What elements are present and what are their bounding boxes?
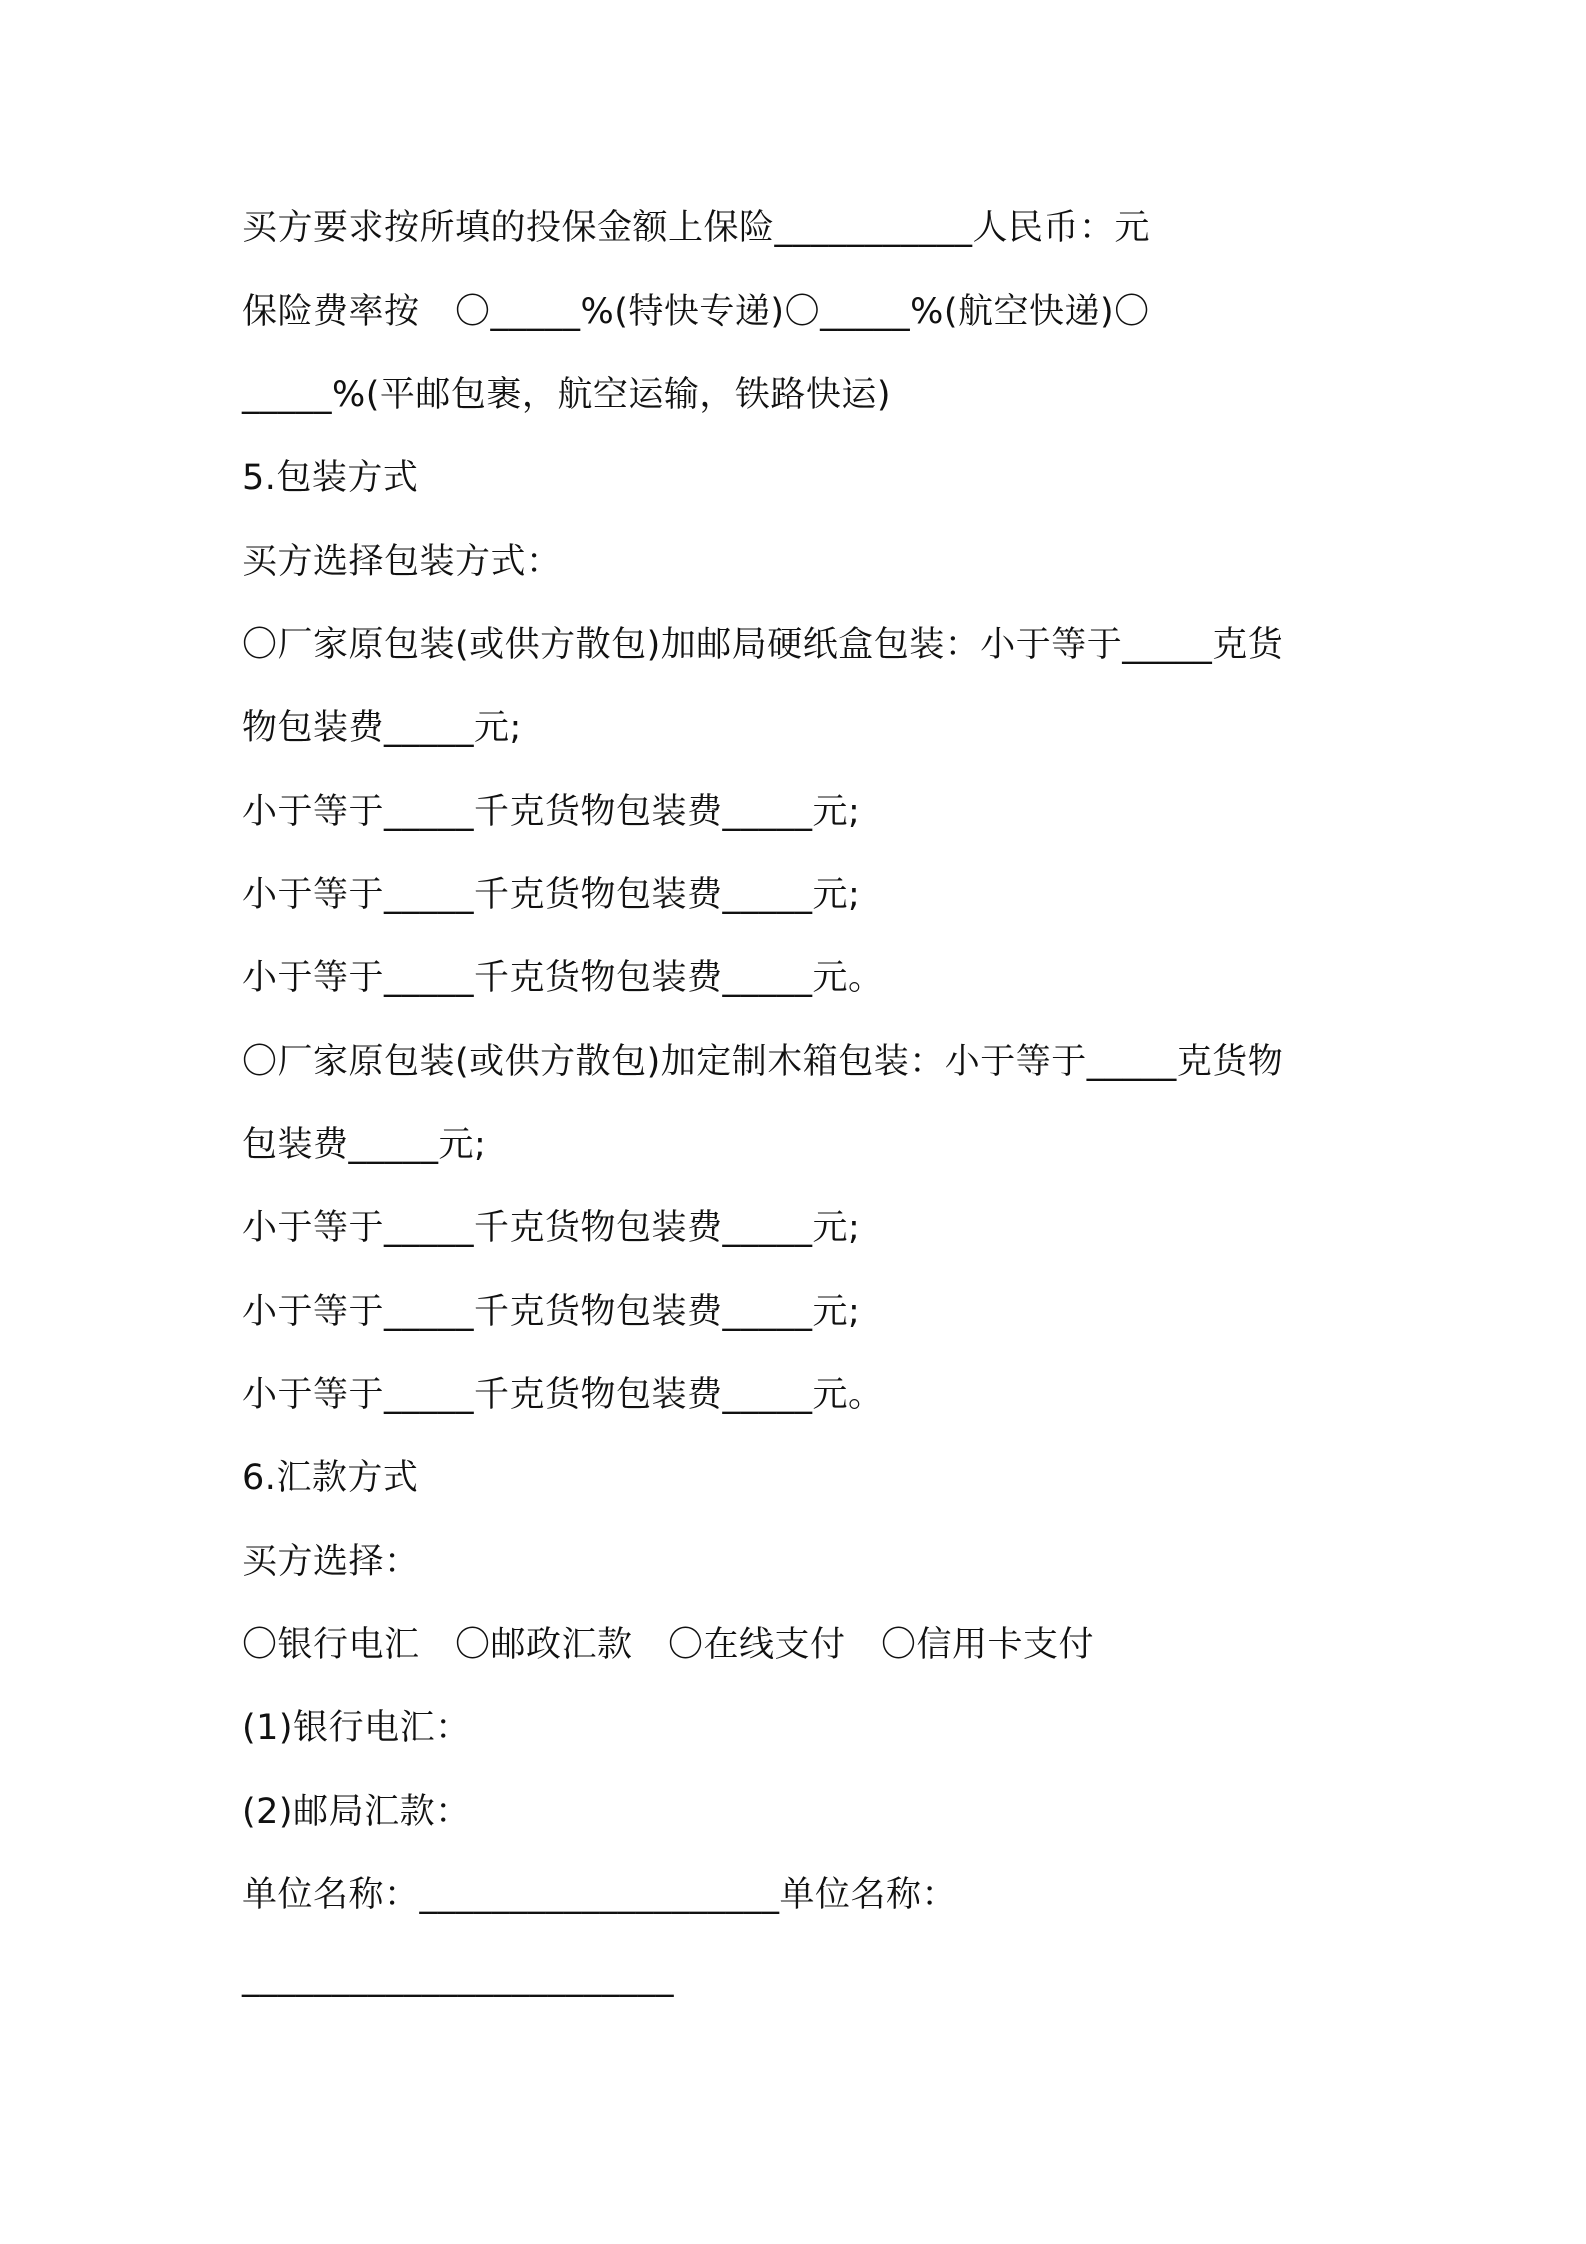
packaging-choice-label: 买方选择包装方式： (242, 542, 562, 582)
wooden-box-weight-tier-2: 小于等于_____千克货物包装费_____元; (242, 1292, 861, 1332)
section-heading-packaging: 5.包装方式 (242, 458, 419, 498)
wooden-box-weight-tier-3: 小于等于_____千克货物包装费_____元。 (242, 1375, 884, 1415)
cardboard-weight-tier-1: 小于等于_____千克货物包装费_____元; (242, 792, 861, 832)
packaging-option-cardboard: 〇厂家原包装(或供方散包)加邮局硬纸盒包装：小于等于_____克货 (242, 625, 1284, 665)
insurance-rate-line: 保险费率按 〇_____%(特快专递)〇_____%(航空快递)〇 (242, 292, 1150, 332)
bank-transfer-heading: (1)银行电汇： (242, 1708, 471, 1748)
insurance-amount-line: 买方要求按所填的投保金额上保险___________人民币：元 (242, 208, 1151, 248)
remittance-choice-label: 买方选择： (242, 1542, 420, 1582)
packaging-option-wooden-box: 〇厂家原包装(或供方散包)加定制木箱包装：小于等于_____克货物 (242, 1042, 1284, 1082)
postal-remittance-heading: (2)邮局汇款： (242, 1792, 471, 1832)
cardboard-weight-tier-3: 小于等于_____千克货物包装费_____元。 (242, 958, 884, 998)
cardboard-weight-tier-2: 小于等于_____千克货物包装费_____元; (242, 875, 861, 915)
section-heading-remittance: 6.汇款方式 (242, 1458, 419, 1498)
remittance-options-line: 〇银行电汇 〇邮政汇款 〇在线支付 〇信用卡支付 (242, 1625, 1095, 1665)
wooden-box-weight-tier-1: 小于等于_____千克货物包装费_____元; (242, 1208, 861, 1248)
packaging-option-wooden-box-continued: 包装费_____元; (242, 1125, 487, 1165)
packaging-option-cardboard-continued: 物包装费_____元; (242, 708, 522, 748)
insurance-rate-continued-line: _____%(平邮包裹，航空运输，铁路快运) (242, 375, 892, 415)
unit-name-blank-line: ________________________ (242, 1958, 674, 1998)
unit-name-line: 单位名称：____________________单位名称： (242, 1875, 958, 1915)
